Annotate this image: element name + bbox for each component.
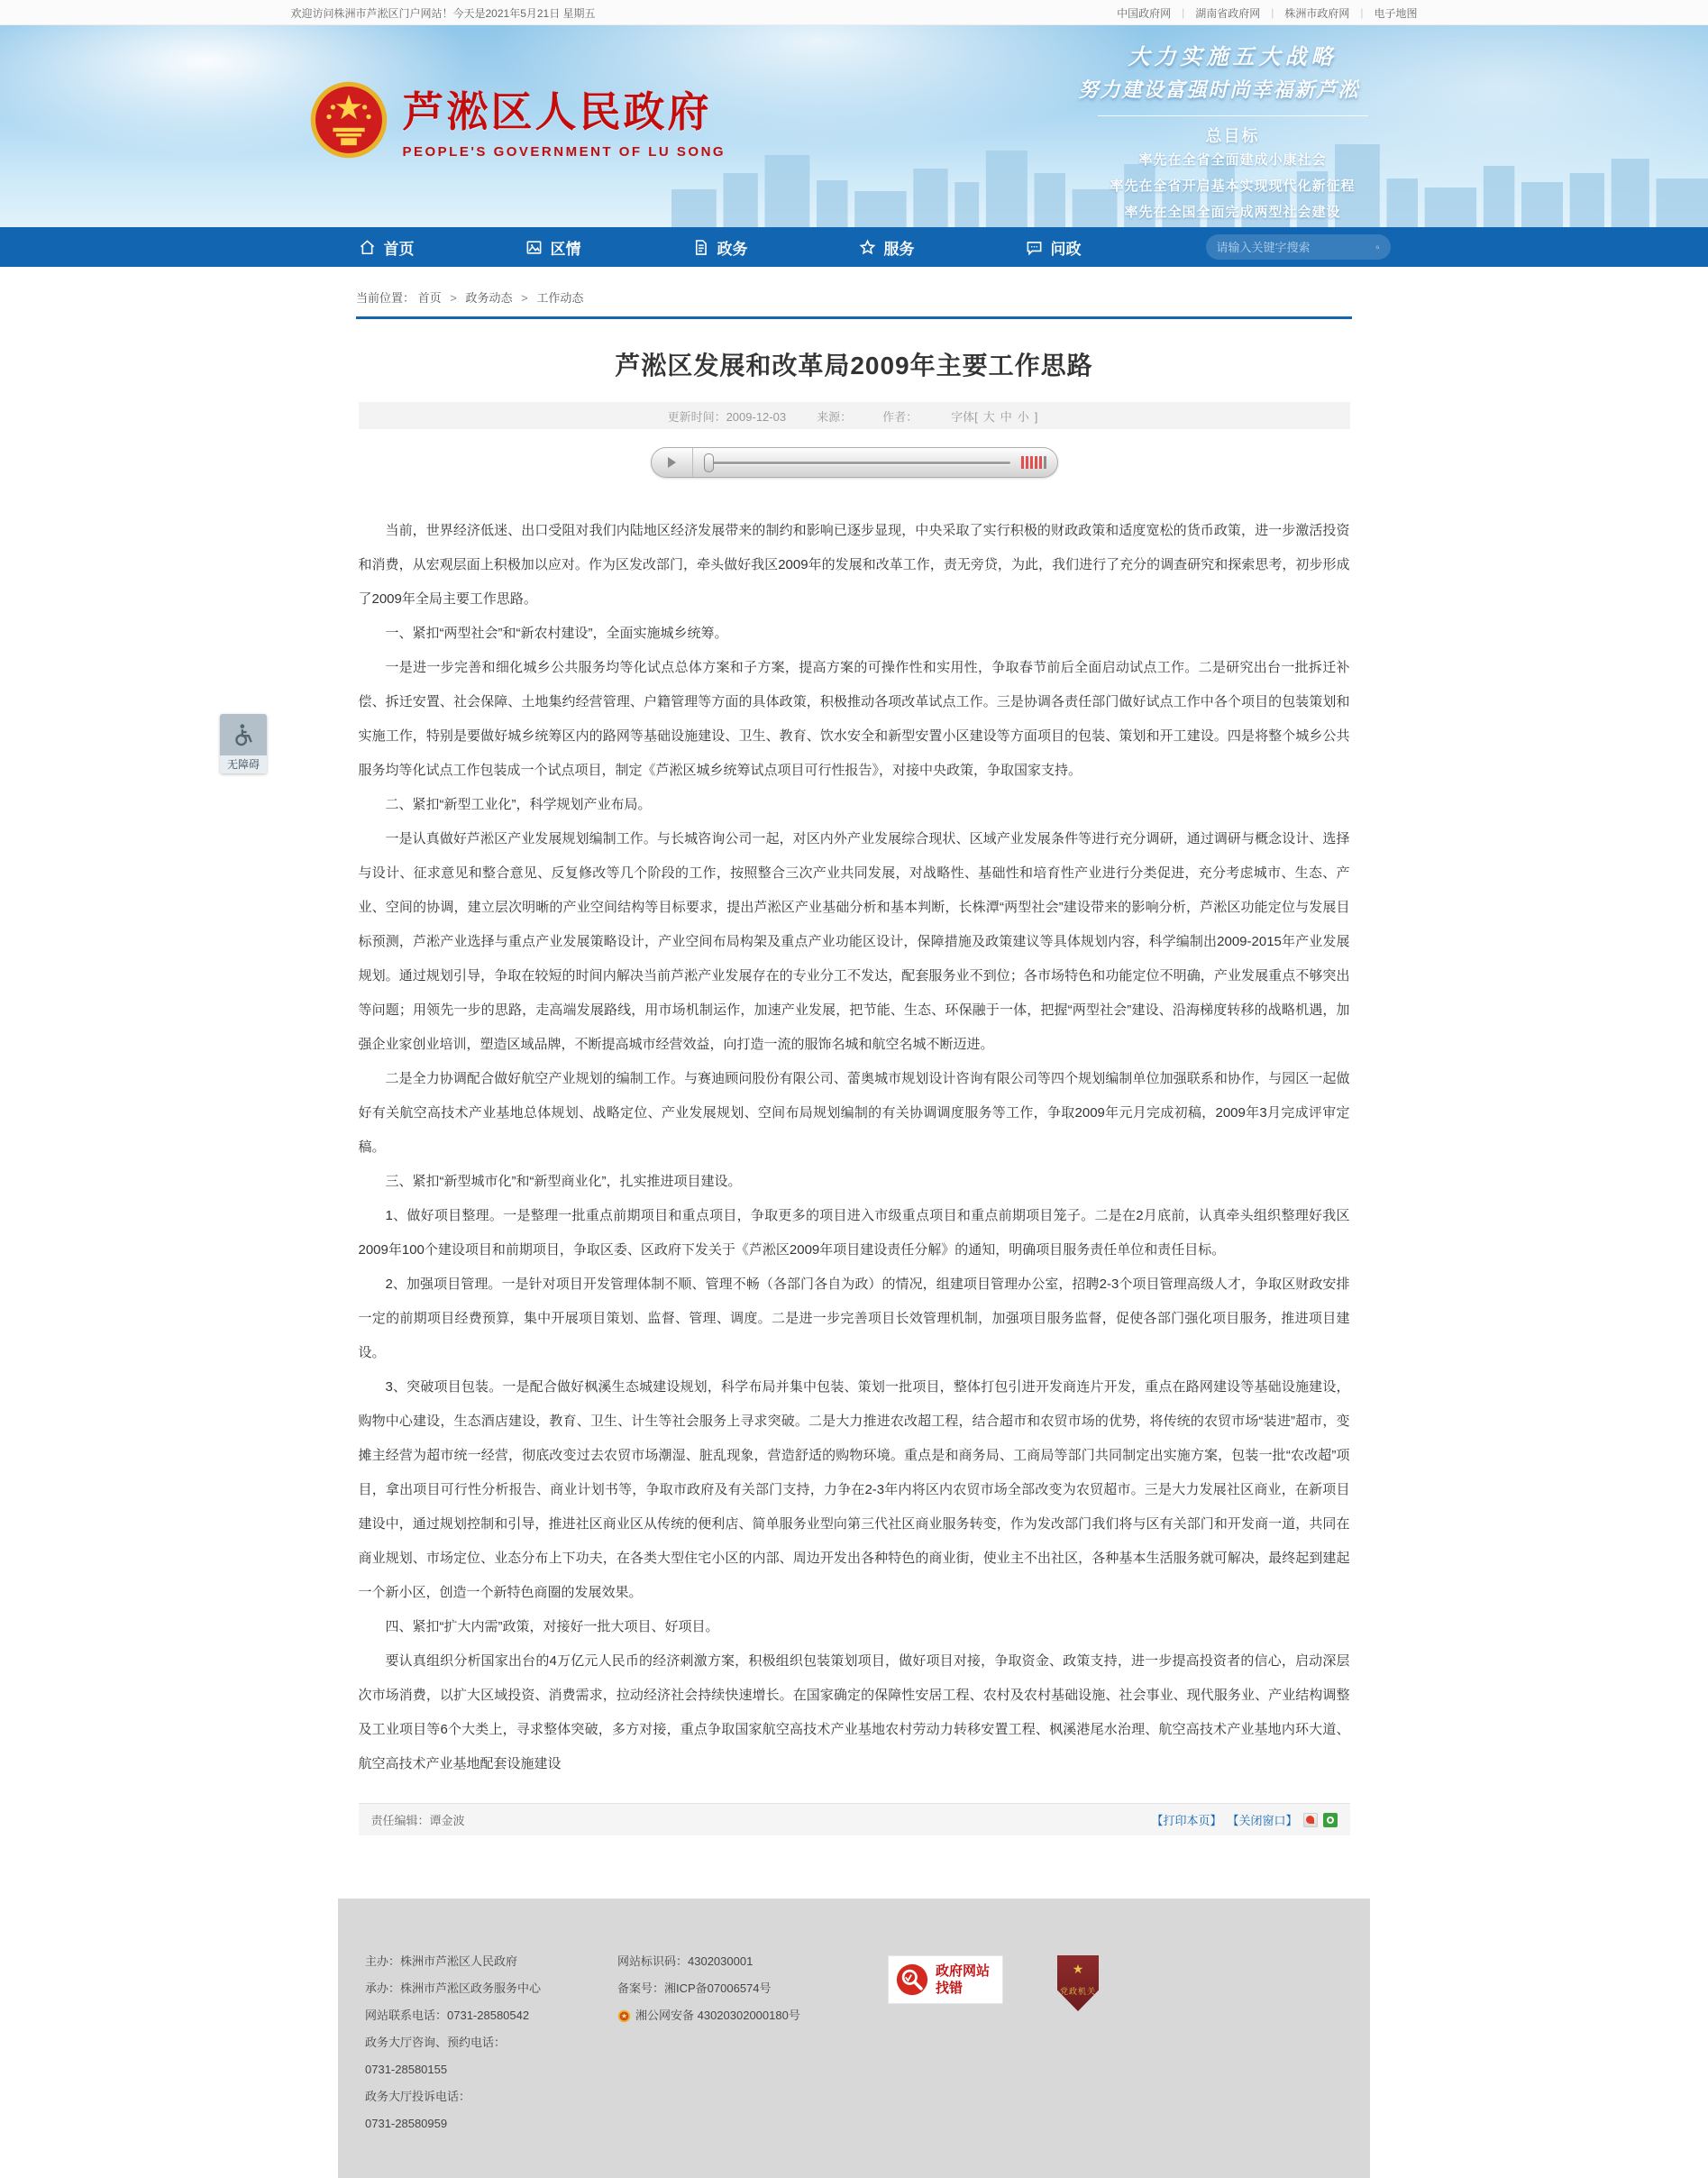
picture-icon [525,239,543,256]
nav-item-affairs[interactable] [692,236,859,259]
wheelchair-icon [231,722,256,747]
link-china-gov[interactable]: 中国政府网 [1117,5,1171,21]
font-prefix: 字体[ [951,410,978,424]
breadcrumb-separator: > [450,291,457,305]
section-heading-4: 四、紧扣“扩大内需”政策，对接好一批大项目、好项目。 [359,1610,1350,1644]
search-icon[interactable] [1375,241,1380,254]
link-hunan-gov[interactable]: 湖南省政府网 [1195,5,1260,21]
nav-label: 问政 [1051,236,1082,259]
footer-hall-phone-label: 政务大厅咨询、预约电话： [365,2029,617,2056]
volume-bars[interactable] [1021,456,1046,469]
slogan-line2: 努力建设富强时尚幸福新芦淞 [1030,74,1409,106]
play-button[interactable] [652,448,693,477]
paragraph: 一是进一步完善和细化城乡公共服务均等化试点总体方案和子方案，提高方案的可操作性和实用性，争取春节前后全面启动试点工作。二是研究出台一批拆迁补偿、拆迁安置、社会保障、土地集约经营管理、户籍管理等方面的具体政策，积极推动各项改革试点工作。三是协调各责任部门做好试点工作中各个项目的包装策划和实施工作，特别是要做好城乡统筹区内的路网等基础设施建设、卫生、教育、饮水安全和新型安置小区建设等方面项目的包装、策划和开工建设。四是将整个城乡公共服务均等化试点工作包装成一个试点项目，制定《芦淞区城乡统筹试点项目可行性报告》，对接中央政策，争取国家支持。 [359,651,1350,788]
site-name: 芦淞区人民政府 [403,79,726,139]
footer-complaint-label: 政务大厅投诉电话： [365,2083,617,2110]
update-time: 更新时间：2009-12-03 [668,407,787,425]
font-size-medium[interactable]: 中 [1000,410,1012,424]
editor-name: 责任编辑：谭金波 [371,1811,465,1828]
section-heading-2: 二、紧扣“新型工业化”，科学规划产业布局。 [359,788,1350,822]
breadcrumb [356,288,1352,319]
main-nav [0,227,1708,267]
paragraph: 要认真组织分析国家出台的4万亿元人民币的经济刺激方案，积极组织包装策划项目，做好项目对接，争取资金、政策支持，进一步提高投资者的信心，启动深层次市场消费，以扩大区域投资、消费需求，拉动经济社会持续快速增长。在国家确定的保障性安居工程、农村及农村基础设施、社会事业、现代服务业、产业结构调整及工业项目等6个大类上，寻求整体突破，多方对接，重点争取国家航空高技术产业基地农村劳动力转移安置工程、枫溪港尾水治理、航空高技术产业基地内环大道、航空高技术产业基地配套设施建设 [359,1644,1350,1781]
search-input[interactable] [1217,241,1375,254]
chat-icon [1026,239,1043,256]
link-emap[interactable]: 电子地图 [1374,5,1417,21]
error-finder-icon [896,1963,928,1996]
section-heading-1: 一、紧扣“两型社会”和“新农村建设”，全面实施城乡统筹。 [359,617,1350,651]
document-icon [692,239,709,256]
paragraph: 一是认真做好芦淞区产业发展规划编制工作。与长城咨询公司一起，对区内外产业发展综合现状、区域产业发展条件等进行充分调研，通过调研与概念设计、选择与设计、征求意见和整合意见、反复修改等几个阶段的工作，按照整合三次产业共同发展，对战略性、基础性和培育性产业进行分类促进，充分考虑城市、生态、产业、空间的协调，建立层次明晰的产业空间结构等目标要求，提出芦淞区产业基础分析和基本判断，长株潭“两型社会”建设带来的影响分析，芦淞区功能定位与发展目标预测，芦淞产业选择与重点产业发展策略设计，产业空间布局构架及重点产业功能区设计，保障措施及政策建议等具体规划内容，科学编制出2009-2015年产业发展规划。通过规划引导，争取在较短的时间内解决当前芦淞产业发展存在的专业分工不发达，配套服务业不到位；各市场特色和功能定位不明确，产业发展重点不够突出等问题；用领先一步的思路，走高端发展路线，用市场机制运作，加速产业发展，把节能、生态、环保融于一体，把握“两型社会”建设、沿海梯度转移的战略机遇，加强企业家创业培训，塑造区域品牌，不断提高城市经营效益，向打造一流的服饰名城和航空名城不断迈进。 [359,822,1350,1062]
goal-line-2: 率先在全省开启基本实现现代化新征程 [1084,173,1382,199]
audio-player [651,447,1058,478]
nav-item-home[interactable] [359,236,525,259]
paragraph: 2、加强项目管理。一是针对项目开发管理体制不顺、管理不畅（各部门各自为政）的情况，组建项目管理办公室，招聘2-3个项目管理高级人才，争取区财政安排一定的前期项目经费预算，集中开展项目策划、监督、管理、调度。二是进一步完善项目长效管理机制，加强项目服务监督，促使各部门强化项目服务，推进项目建设。 [359,1267,1350,1370]
play-icon [668,457,676,468]
footer-undertake: 承办：株洲市芦淞区政务服务中心 [365,1975,617,2002]
nav-label: 首页 [384,236,415,259]
site-brand[interactable] [309,79,726,160]
home-icon [359,239,376,256]
nav-item-district[interactable] [525,236,692,259]
footer-site-code: 网站标识码：4302030001 [617,1948,888,1975]
link-zhuzhou-gov[interactable]: 株洲市政府网 [1284,5,1349,21]
footer-host: 主办：株洲市芦淞区人民政府 [365,1948,617,1975]
goal-line-3: 率先在全国全面完成两型社会建设 [1084,199,1382,225]
nav-label: 服务 [884,236,915,259]
breadcrumb-separator: > [521,291,528,305]
site-name-english: PEOPLE'S GOVERNMENT OF LU SONG [403,144,726,160]
party-gov-shield-badge[interactable] [1057,1955,1099,2011]
seek-track[interactable] [704,462,1010,464]
paragraph: 1、做好项目整理。一是整理一批重点前期项目和重点项目，争取更多的项目进入市级重点项目和重点前期项目笼子。二是在2月底前，认真牵头组织整理好我区2009年100个建设项目和前期项目，争取区委、区政府下发关于《芦淞区2009年项目建设责任分解》的通知，明确项目服务责任单位和责任目标。 [359,1199,1350,1267]
breadcrumb-label: 当前位置： [356,291,415,305]
print-page-link[interactable]: 【打印本页】 [1151,1811,1221,1828]
error-badge-line1: 政府网站 [936,1963,990,1979]
gov-site-error-report-badge[interactable] [888,1955,1003,2004]
author-label: 作者： [882,407,918,425]
paragraph: 当前，世界经济低迷、出口受阻对我们内陆地区经济发展带来的制约和影响已逐步显现，中央采取了实行积极的财政政策和适度宽松的货币政策，进一步激活投资和消费，从宏观层面上积极加以应对。作为区发改部门，牵头做好我区2009年的发展和改革工作，责无旁贷，为此，我们进行了充分的调查研究和探索思考，初步形成了2009年全局主要工作思路。 [359,514,1350,617]
error-badge-line2: 找错 [936,1981,963,1996]
separator: | [1182,6,1184,19]
footer [338,1899,1370,2178]
public-security-badge-icon [617,2009,631,2023]
topbar [0,0,1708,25]
divider [1098,115,1368,116]
article-body [359,514,1350,1781]
welcome-text: 欢迎访问株洲市芦淞区门户网站！今天是2021年5月21日 星期五 [291,5,596,21]
banner [0,25,1708,227]
font-size-small[interactable]: 小 [1018,410,1029,424]
seek-handle[interactable] [704,453,714,472]
star-icon [859,239,876,256]
font-size-large[interactable]: 大 [983,410,995,424]
article-meta-bar [359,402,1350,429]
goal-title: 总目标 [1084,124,1382,147]
footer-security-record[interactable]: 湘公网安备 43020302000180号 [635,2002,800,2029]
footer-registration-column [617,1948,888,2151]
nav-item-services[interactable] [859,236,1026,259]
banner-slogans [1084,41,1382,225]
search-box[interactable] [1206,234,1391,260]
close-window-link[interactable]: 【关闭窗口】 [1227,1811,1297,1828]
page-title: 芦淞区发展和改革局2009年主要工作思路 [359,346,1350,382]
nav-item-ask[interactable] [1026,236,1192,259]
nav-label: 政务 [717,236,748,259]
breadcrumb-home[interactable]: 首页 [418,291,442,305]
breadcrumb-work-news[interactable]: 工作动态 [536,291,583,305]
footer-icp[interactable]: 备案号：湘ICP备07006574号 [617,1975,888,2002]
editor-bar [359,1803,1350,1835]
footer-contact-column [365,1948,617,2151]
source-label: 来源： [817,407,852,425]
accessibility-label: 无障碍 [220,755,267,773]
separator: | [1271,6,1274,19]
shield-star-icon: ★ [1073,1963,1084,1975]
nav-label: 区情 [551,236,581,259]
share-weibo-icon[interactable] [1303,1813,1318,1827]
slogan-line1: 大力实施五大战略 [1084,41,1382,74]
share-wechat-icon[interactable] [1323,1813,1338,1827]
font-size-switcher [948,407,1040,425]
breadcrumb-gov-news[interactable]: 政务动态 [466,291,513,305]
national-emblem-logo [309,80,388,160]
article [359,346,1350,1835]
paragraph: 3、突破项目包装。一是配合做好枫溪生态城建设规划，科学布局并集中包装、策划一批项目，整体打包引进开发商连片开发，重点在路网建设等基础设施建设，购物中心建设，生态酒店建设，教育、卫生、计生等社会服务上寻求突破。二是大力推进农改超工程，结合超市和农贸市场的优势，将传统的农贸市场“装进”超市，变摊主经营为超市统一经营，彻底改变过去农贸市场潮湿、脏乱现象，营造舒适的购物环境。重点是和商务局、工商局等部门共同制定出实施方案，包装一批“农改超”项目，拿出项目可行性分析报告、商业计划书等，争取市政府及有关部门支持，力争在2-3年内将区内农贸市场全部改变为农贸超市。三是大力发展社区商业，在新项目建设中，通过规划控制和引导，推进社区商业区从传统的便利店、简单服务业型向第三代社区商业服务转变，作为发改部门我们将与区有关部门和开发商一道，共同在商业规划、市场定位、业态分布上下功夫，在各类大型住宅小区的内部、周边开发出各种特色的商业街，使业主不出社区，各种基本生活服务就可解决，最终起到建起一个新小区，创造一个新特色商圈的发展效果。 [359,1370,1350,1610]
goal-line-1: 率先在全省全面建成小康社会 [1084,147,1382,173]
section-heading-3: 三、紧扣“新型城市化”和“新型商业化”，扎实推进项目建设。 [359,1165,1350,1199]
paragraph: 二是全力协调配合做好航空产业规划的编制工作。与赛迪顾问股份有限公司、蕾奥城市规划设计咨询有限公司等四个规划编制单位加强联系和协作，与园区一起做好有关航空高技术产业基地总体规划、战略定位、产业发展规划、空间布局规划编制的有关协调调度服务等工作，争取2009年元月完成初稿，2009年3月完成评审定稿。 [359,1062,1350,1165]
accessibility-widget[interactable] [220,714,267,773]
footer-complaint-phone: 0731-28580959 [365,2110,617,2137]
shield-label: 党政机关 [1057,1985,1099,1997]
footer-hall-phone: 0731-28580155 [365,2056,617,2083]
footer-site-phone: 网站联系电话：0731-28580542 [365,2002,617,2029]
font-suffix: ] [1035,410,1038,424]
separator: | [1360,6,1363,19]
